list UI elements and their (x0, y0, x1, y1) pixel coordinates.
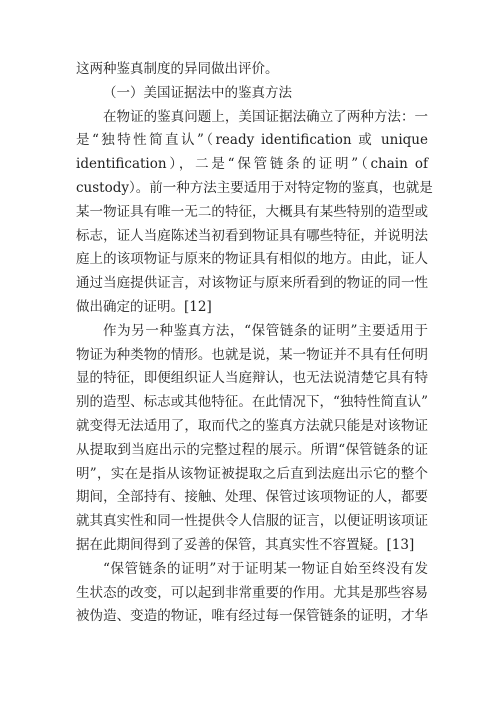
text-line: 被伪造、变造的物证，唯有经过每一保管链条的证明，才华 (76, 608, 428, 625)
text-line: 是“独特性简直认”（ready identification 或 unique (76, 132, 428, 149)
text-line: 就其真实性和同一性提供令人信服的证言，以便证明该项证 (76, 513, 428, 530)
text-line: identification），二是“保管链条的证明”（chain of (76, 156, 428, 173)
paragraph-first-line: 作为另一种鉴真方法，“保管链条的证明”主要适用于 (103, 322, 428, 339)
text-line: 做出确定的证明。[12] (76, 298, 212, 315)
text-line: custody）。前一种方法主要适用于对特定物的鉴真，也就是 (76, 179, 433, 196)
text-line: 某一物证具有唯一无二的特征，大概具有某些特别的造型或 (76, 203, 428, 220)
text-line: 从提取到当庭出示的完整过程的展示。所谓“保管链条的证 (76, 441, 428, 458)
text-line: 就变得无法适用了，取而代之的鉴真方法就只能是对该物证 (76, 417, 428, 434)
document-body (76, 58, 433, 629)
text-line: 生状态的改变，可以起到非常重要的作用。尤其是那些容易 (76, 584, 428, 601)
paragraph-first-line: “保管链条的证明”对于证明某一物证自始至终没有发 (103, 560, 428, 577)
text-line: 物证为种类物的情形。也就是说，某一物证并不具有任何明 (76, 346, 428, 363)
text-line: 通过当庭提供证言，对该物证与原来所看到的物证的同一性 (76, 275, 428, 292)
text-line: 期间，全部持有、接触、处理、保管过该项物证的人，都要 (76, 489, 428, 506)
text-line: 标志，证人当庭陈述当初看到物证具有哪些特征，并说明法 (76, 227, 428, 244)
text-line: 显的特征，即便组织证人当庭辩认，也无法说清楚它具有特 (76, 370, 428, 387)
text-line: 这两种鉴真制度的异同做出评价。 (76, 61, 279, 77)
section-heading: （一）美国证据法中的鉴真方法 (103, 84, 292, 101)
text-line: 庭上的该项物证与原来的物证具有相似的地方。由此，证人 (76, 251, 428, 268)
text-line: 明”，实在是指从该物证被提取之后直到法庭出示它的整个 (76, 465, 428, 482)
text-line: 别的造型、标志或其他特征。在此情况下，“独特性简直认” (76, 394, 428, 411)
text-line: 据在此期间得到了妥善的保管，其真实性不容置疑。[13] (76, 536, 415, 553)
paragraph-first-line: 在物证的鉴真问题上，美国证据法确立了两种方法：一 (103, 108, 428, 125)
